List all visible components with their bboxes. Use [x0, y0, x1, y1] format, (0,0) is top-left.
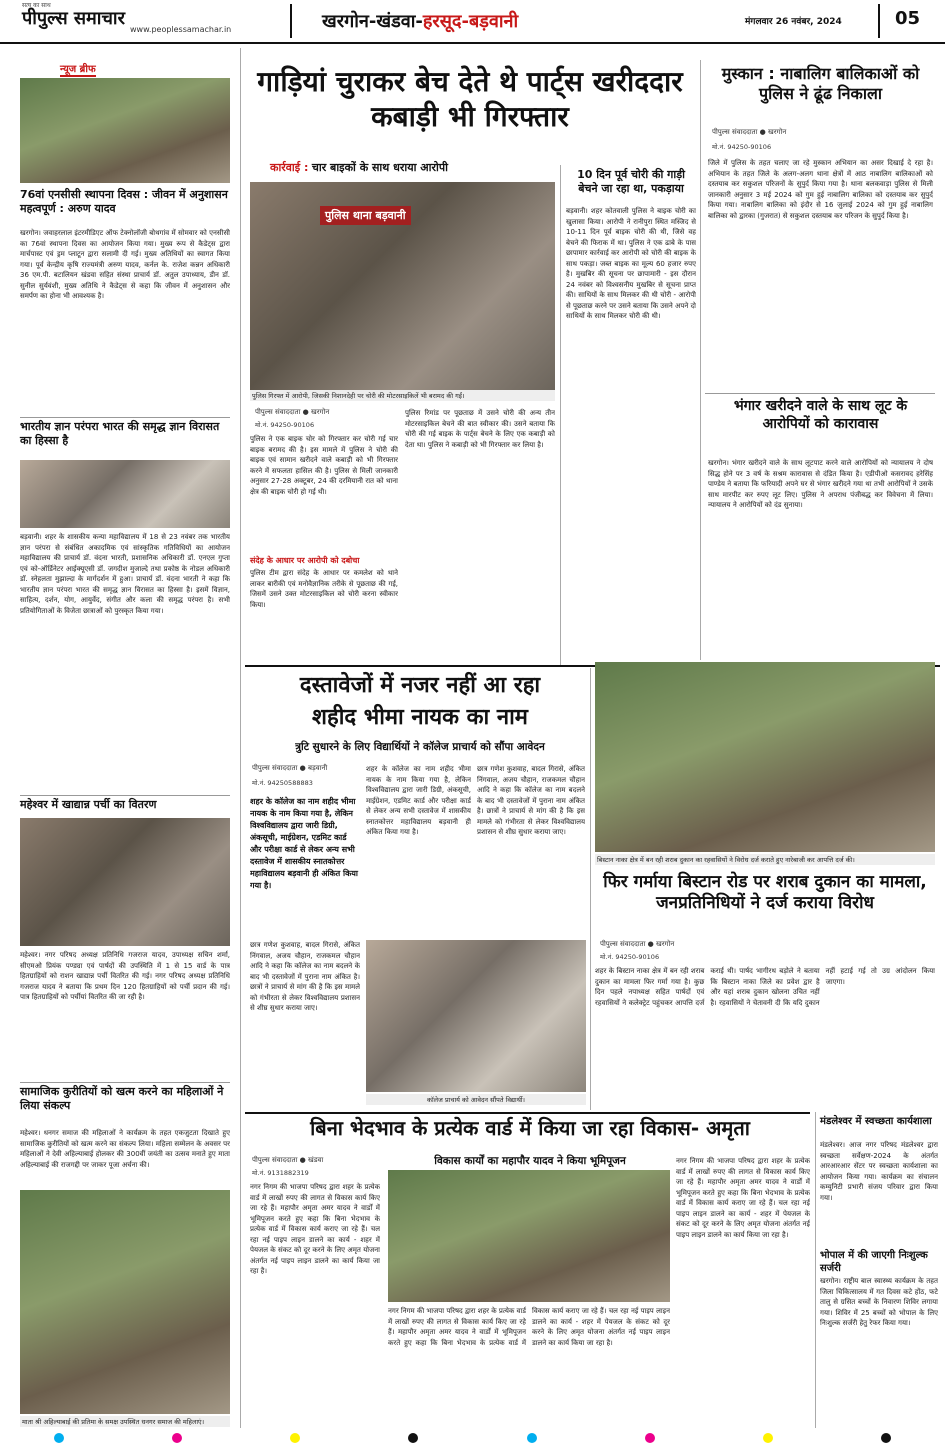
black-dot	[881, 1433, 891, 1443]
right-mid-body: खरगोन। भंगार खरीदने वाले के साथ लूटपाट करने वाले आरोपियों को न्यायालय ने दोष सिद्ध होने पर 3 वर्ष के सश्रम कारावास से दंडित किया है। एडीपीओ कसरावद हरेसिंह पाण्डेय ने बताया कि फरियादी अपने घर से भंगार खरीदने गया था तभी आरोपियों ने उसके साथ मारपीट कर रुपए लूट लिए। पुलिस ने अपराध पंजीबद्ध कर विवेचना में लिया। न्यायालय ने आरोपियों को दंड सुनाया।	[708, 459, 933, 509]
column-rule	[560, 165, 561, 665]
lead-inset-head: संदेह के आधार पर आरोपी को दबोचा	[250, 556, 360, 565]
story4-body: महेश्वर। धनगर समाज की महिलाओं ने कार्यक्रम के तहत एकजुटता दिखाते हुए सामाजिक कुरीतियों को खत्म करने का संकल्प लिया। महिला सम्मेलन के अवसर पर महिलाओं ने देवी अहिल्याबाई होलकर की 300वीं जयंती का उत्सव मनाते हुए माता अहिल्याबाई की राजगद्दी पर जाकर पूजा अर्चना की।	[20, 1129, 230, 1169]
right-bottom-headline1: मंडलेश्वर में स्वच्छता कार्यशाला	[820, 1116, 932, 1127]
yellow-dot	[290, 1433, 300, 1443]
center-headline-a: दस्तावेजों में नजर नहीं आ रहा	[299, 673, 541, 698]
news-brief-label: न्यूज ब्रीफ	[60, 61, 96, 77]
ward-body-right: नगर निगम की भाजपा परिषद द्वारा शहर के प्रत्येक वार्ड में लाखों रुपए की लागत से विकास कार्य किए जा रहे हैं। महापौर अमृता अमर यादव ने वार्डों में भूमिपूजन करते हुए कहा कि बिना भेदभाव के प्रत्येक वार्ड में विकास कार्य कराए जा रहे हैं। चल रहा नई पाइप लाइन डालने का कार्य - शहर में पेयजल के संकट को दूर करने के लिए अमृत योजना अंतर्गत नई पाइप लाइन डालने का कार्य किया जा रहा है।	[676, 1157, 810, 1239]
cyan-dot	[527, 1433, 537, 1443]
story3-headline: महेश्वर में खाद्यान्न पर्ची का वितरण	[20, 798, 157, 811]
magenta-dot	[172, 1433, 182, 1443]
liquor-photo-caption: बिस्टान नाका क्षेत्र में बन रही शराब दुकान का रहवासियों ने विरोध दर्ज कराते हुए नारेबाजी कर आपत्ति दर्ज की।	[595, 854, 935, 865]
liquor-body: शहर के बिस्टान नाका क्षेत्र में बन रही शराब दुकान का मामला फिर गर्मा गया है। कुछ दिन पहले नपाध्यक्ष सहित पार्षदों एवं रहवासियों ने कलेक्ट्रेट पहुंचकर आपत्ति दर्ज कराई थी। पार्षद भागीरथ बड़ोले ने बताया कि बिस्टान नाका जिले का प्रवेश द्वार है और यहां शराब दुकान खोलना उचित नहीं है। रहवासियों ने चेतावनी दी कि यदि दुकान नहीं हटाई गई तो उग्र आंदोलन किया जाएगा।	[595, 967, 935, 1007]
lead-side-body: बड़वानी। शहर कोतवाली पुलिस ने बाइक चोरी का खुलासा किया। आरोपी ने रानीपुरा स्थित मस्जिद से 10-11 दिन पूर्व बाइक चोरी की थी, जिसे वह बेचने की फिराक में था। पुलिस ने एक ढाबे के पास छापामार कार्रवाई कर आरोपी को चोरी की बाइक के साथ पकड़ा। जब्त बाइक का मूल्य 60 हजार रुपए है। मुखबिर की सूचना पर छापामारी - इस दौरान 24 नवंबर को विश्वसनीय मुखबिर से सूचना प्राप्त की। साथियों के साथ मिलकर की थी चोरी - आरोपी से पूछताछ करने पर उसने बताया कि उसने अपने दो साथियों के साथ मिलकर चोरी की थी।	[566, 207, 696, 320]
story4-caption: माता श्री अहिल्याबाई की प्रतिमा के समक्ष उपस्थित धनगर समाज की महिलाएं।	[20, 1416, 230, 1427]
liquor-headline: फिर गर्माया बिस्टान रोड पर शराब दुकान का मामला, जनप्रतिनिधियों ने दर्ज कराया विरोध	[603, 872, 927, 914]
masthead	[0, 0, 945, 44]
story2-headline: भारतीय ज्ञान परंपरा भारत की समृद्ध ज्ञान विरासत का हिस्सा है	[20, 420, 220, 447]
website-url[interactable]: www.peoplessamachar.in	[130, 25, 232, 34]
center-headline-b: शहीद भीमा नायक का नाम	[312, 705, 528, 730]
college-application-photo	[366, 940, 586, 1092]
ration-slip-photo	[20, 818, 230, 946]
ward-body-more: नगर निगम की भाजपा परिषद द्वारा शहर के प्रत्येक वार्ड में लाखों रुपए की लागत से विकास कार्य किए जा रहे हैं। महापौर अमृता अमर यादव ने वार्डों में भूमिपूजन करते हुए कहा कि बिना भेदभाव के प्रत्येक वार्ड में विकास कार्य कराए जा रहे हैं। चल रहा नई पाइप लाइन डालने का कार्य - शहर में पेयजल के संकट को दूर करने के लिए अमृत योजना अंतर्गत नई पाइप लाइन डालने का कार्य किया जा रहा है।	[388, 1307, 670, 1347]
right-bottom-headline2: भोपाल में की जाएगी निःशुल्क सर्जरी	[820, 1250, 928, 1274]
right-bottom-body2: खरगोन। राष्ट्रीय बाल स्वास्थ्य कार्यक्रम के तहत जिला चिकित्सालय में गत दिवस कटे होंठ, फटे तालु से ग्रसित बच्चों के निवारण शिविर लगाया गया। शिविर में 25 बच्चों को भोपाल के लिए निःशुल्क सर्जरी हेतु रेफर किया गया।	[820, 1277, 938, 1327]
story4-headline: सामाजिक कुरीतियों को खत्म करने का महिलाओं ने लिया संकल्प	[20, 1085, 224, 1112]
ward-headline: बिना भेदभाव के प्रत्येक वार्ड में किया जा रहा विकास- अमृता	[310, 1116, 750, 1140]
lead-phone: मो.नं. 94250-90106	[255, 421, 315, 429]
center-photo-caption: कॉलेज प्राचार्य को आवेदन सौंपते विद्यार्थी।	[366, 1094, 586, 1105]
station-sign: पुलिस थाना बड़वानी	[320, 206, 411, 225]
divider	[20, 417, 230, 418]
ward-byline: पीपुल्स संवाददाता ● खंडवा	[252, 1156, 324, 1164]
section-title-b: हरसूद-बड़वानी	[422, 11, 519, 32]
college-event-photo	[20, 460, 230, 528]
center-byline: पीपुल्स संवाददाता ● बड़वानी	[252, 764, 328, 772]
story1-headline: 76वां एनसीसी स्थापना दिवस : जीवन में अनुशासन महत्वपूर्ण : अरुण यादव	[20, 188, 228, 215]
lead-kicker: कार्रवाई :	[270, 161, 309, 174]
magenta-dot	[645, 1433, 655, 1443]
ncc-parade-photo	[20, 78, 230, 183]
center-lead-text: शहर के कॉलेज का नाम शहीद भीमा नायक के नाम किया गया है, लेकिन विश्वविद्यालय द्वारा जारी डिग्री, अंकसूची, माईग्रेशन, एडमिट कार्ड और परीक्षा कार्ड से लेकर अन्य सभी दस्तावेज में शासकीय स्नातकोत्तर महाविद्यालय बड़वानी ही अंकित किया गया है।	[250, 797, 358, 890]
divider	[705, 393, 935, 394]
protest-photo	[595, 662, 935, 852]
cyan-dot	[54, 1433, 64, 1443]
story1-body: खरगोन। जवाहरलाल इंटरमीडिएट ऑफ टेक्नोलॉजी बोथगांव में सोमवार को एनसीसी का 76वां स्थापना दिवस का आयोजन किया गया। मुख्य रूप से कैडेट्स द्वारा मार्चपास्ट एवं ड्रम प्लाटून द्वारा सलामी दी गई। मुख्य अतिथियों का स्वागत किया गया। पूर्व केन्द्रीय कृषि राज्यमंत्री अरुण यादव, कर्नल के. राजेश कन्नन अधिकारी 36 एम.पी. बटालियन खंडवा सहित संस्था प्राचार्य डॉ. अतुल उपाध्याय, डीन डॉ. सुनील सुर्यवंशी, मुख्य अतिथि ने कैडेट्स से कहा कि जीवन में अनुशासन और समर्पण का होना भी आवश्यक है।	[20, 229, 230, 300]
color-registration-bar	[0, 1432, 945, 1444]
ward-body: नगर निगम की भाजपा परिषद द्वारा शहर के प्रत्येक वार्ड में लाखों रुपए की लागत से विकास कार्य किए जा रहे हैं। महापौर अमृता अमर यादव ने वार्डों में भूमिपूजन करते हुए कहा कि बिना भेदभाव के प्रत्येक वार्ड में विकास कार्य कराए जा रहे हैं। चल रहा नई पाइप लाइन डालने का कार्य - शहर में पेयजल के संकट को दूर करने के लिए अमृत योजना अंतर्गत नई पाइप लाइन डालने का कार्य किया जा रहा है।	[250, 1183, 380, 1275]
right-top-byline: पीपुल्स संवाददाता ● खरगोन	[712, 128, 787, 136]
story2-body: बड़वानी। शहर के शासकीय कन्या महाविद्यालय में 18 से 23 नवंबर तक भारतीय ज्ञान परंपरा से संबंधित अकादमिक एवं सांस्कृतिक गतिविधियों का आयोजन महाविद्यालय की प्राचार्य डॉ. वंदना भारती, प्रशासनिक अधिकारी डॉ. एनएल गुप्ता एवं को-ऑर्डिनेटर आईक्यूएसी डॉ. जगदीश मुजाल्दे तथा प्रकोष्ठ के नोडल अधिकारी डॉ. स्नेहलता मुझाल्दा के मार्गदर्शन में हुआ। प्राचार्य डॉ. वंदना भारती ने कहा कि भारतीय ज्ञान परंपरा भारत की समृद्ध ज्ञान विरासत का हिस्सा है। इसमें विज्ञान, साहित्य, दर्शन, योग, आयुर्वेद, संगीत और कला की समृद्ध परंपरा है। सभी प्रतियोगिताओं के विजेता छात्राओं को पुरस्कृत किया गया।	[20, 533, 230, 615]
section-title-a: खरगोन-खंडवा-	[322, 11, 423, 32]
right-mid-headline: भंगार खरीदने वाले के साथ लूट के आरोपियों को कारावास	[733, 398, 908, 432]
lead-byline: पीपुल्स संवाददाता ● खरगोन	[255, 408, 330, 416]
liquor-phone: मो.नं. 94250-90106	[600, 953, 660, 961]
women-gathering-photo	[20, 1190, 230, 1414]
divider	[20, 1082, 230, 1083]
center-deck: त्रुटि सुधारने के लिए विद्यार्थियों ने कॉलेज प्राचार्य को सौंपा आवेदन	[295, 741, 545, 753]
center-body-col3: छात्र गणेश कुशवाह, बादल गिरासे, अंकित निंगवाल, अजय चौहान, राजकमल चौहान आदि ने कहा कि कॉलेज का नाम बदलने के बाद भी दस्तावेजों में पुराना नाम अंकित है। छात्रों ने प्राचार्य से मांग की है कि इस मामले को गंभीरता से लेकर विश्वविद्यालय प्रशासन से शीघ्र सुधार कराया जाए।	[477, 765, 585, 836]
lead-body-a: पुलिस ने एक बाइक चोर को गिरफ्तार कर चोरी गई चार बाइक बरामद की है। इस मामले में पुलिस ने चोरी की बाइक एवं सामान खरीदने वाले कबाड़ी को भी गिरफ्तार करने में सफलता हासिल की है। पुलिस से मिली जानकारी अनुसार 27-28 अक्टूबर, 24 की दरमियानी रात को थाना क्षेत्र की बाइक चोरी हो गई थी।	[250, 435, 398, 496]
page-number: 05	[895, 8, 921, 29]
column-rule	[815, 1112, 816, 1428]
center-phone: मो.नं. 94250588883	[252, 779, 313, 787]
center-body-col2: शहर के कॉलेज का नाम शहीद भीमा नायक के नाम किया गया है, लेकिन विश्वविद्यालय द्वारा जारी डिग्री, अंकसूची, माईग्रेशन, एडमिट कार्ड और परीक्षा कार्ड से लेकर अन्य सभी दस्तावेज में शासकीय स्नातकोत्तर महाविद्यालय बड़वानी ही अंकित किया गया है।	[366, 765, 471, 836]
column-rule	[590, 668, 591, 1110]
right-bottom-body1: मंडलेश्वर। आज नगर परिषद मंडलेश्वर द्वारा स्वच्छता सर्वेक्षण-2024 के अंतर्गत आरआरआर सेंटर पर स्वच्छता कार्यशाला का आयोजन किया गया। कार्यक्रम का संचालन कम्युनिटी प्रभारी संजय परिवार द्वारा किया गया।	[820, 1141, 938, 1202]
lead-body-b: पुलिस टीम द्वारा संदेह के आधार पर कमलेश को थाने लाकर बारीकी एवं मनोवैज्ञानिक तरीके से पूछताछ की गई, जिसमें उसने उक्त मोटरसाइकिल को चोरी करना स्वीकार किया।	[250, 569, 398, 609]
liquor-byline: पीपुल्स संवाददाता ● खरगोन	[600, 940, 675, 948]
lead-side-headline: 10 दिन पूर्व चोरी की गाड़ी बेचने जा रहा था, पकड़ाया	[577, 168, 685, 195]
logo-tagline: सत्य का साथ	[22, 2, 51, 9]
right-top-body: जिले में पुलिस के तहत चलाए जा रहे मुस्कान अभियान का असर दिखाई दे रहा है। अभियान के तहत जिले के अलग-अलग थाना क्षेत्रों में आठ नाबालिग बालिकाओं को दस्तयाब कर सकुशल परिजनों के सुपुर्द किया गया है। थाना बलकवाड़ा पुलिस से मिली जानकारी अनुसार 3 मई 2024 को गुम हुई नाबालिग बालिका को दस्तयाब कर सुपुर्द किया गया। नाबालिग बालिका को इंदौर से 16 जुलाई 2024 को गुम हुई नाबालिग बालिका को द्वारका (गुजरात) से सकुशल दस्तयाब कर परिजन के सुपुर्द किया है।	[708, 159, 933, 220]
bhoomipujan-photo	[388, 1170, 670, 1302]
right-top-phone: मो.नं. 94250-90106	[712, 143, 772, 151]
column-rule	[700, 60, 701, 660]
issue-date: मंगलवार 26 नवंबर, 2024	[745, 17, 842, 27]
ward-deck: विकास कार्यों का महापौर यादव ने किया भूमिपूजन	[434, 1155, 626, 1167]
yellow-dot	[763, 1433, 773, 1443]
lead-body-c: पुलिस रिमांड पर पूछताछ में उसने चोरी की अन्य तीन मोटरसाइकिल बेचने की बात स्वीकार की। उसने बताया कि चोरी की गई बाइक के पार्ट्स बेचने के लिए एक कबाड़ी को देता था। पुलिस ने कबाड़ी को भी गिरफ्तार कर लिया है।	[405, 409, 555, 449]
right-top-headline: मुस्कान : नाबालिग बालिकाओं को पुलिस ने ढूंढ निकाला	[721, 64, 920, 103]
lead-photo-caption: पुलिस गिरफ्त में आरोपी, जिसकी निशानदेही पर चोरी की मोटरसाइकिलें भी बरामद की गईं।	[250, 390, 555, 401]
divider	[20, 795, 230, 796]
story3-body: महेश्वर। नगर परिषद अध्यक्ष प्रतिनिधि गजराज यादव, उपाध्यक्ष सचिन शर्मा, सीएमओ प्रियंक पण्ड्या एवं पार्षदों की उपस्थिति में 1 से 15 वार्ड के पात्र हितग्राहियों को राशन खाद्यान्न पर्ची वितरित की गई। नगर परिषद अध्यक्ष प्रतिनिधि गजराज यादव ने बताया कि प्रथम दिन 120 हितग्राहियों को पर्ची प्रदान की गई। पात्र हितग्राहियों को पर्चीयां वितरित की जा रही है।	[20, 951, 230, 1001]
column-rule	[240, 48, 241, 1428]
lead-headline: गाड़ियां चुराकर बेच देते थे पार्ट्स खरीददार कबाड़ी भी गिरफ्तार	[257, 65, 683, 133]
section-divider	[245, 1112, 810, 1114]
ward-phone: मो.नं. 9131882319	[252, 1169, 309, 1177]
center-body: छात्र गणेश कुशवाह, बादल गिरासे, अंकित निंगवाल, अजय चौहान, राजकमल चौहान आदि ने कहा कि कॉलेज का नाम बदलने के बाद भी दस्तावेजों में पुराना नाम अंकित है। छात्रों ने प्राचार्य से मांग की है कि इस मामले को गंभीरता से लेकर विश्वविद्यालय प्रशासन से शीघ्र सुधार कराया जाए।	[250, 941, 360, 1012]
black-dot	[408, 1433, 418, 1443]
newspaper-logo: पीपुल्स समाचार	[22, 8, 125, 29]
lead-deck: चार बाइकों के साथ धराया आरोपी	[311, 161, 448, 174]
police-station-photo	[250, 182, 555, 390]
